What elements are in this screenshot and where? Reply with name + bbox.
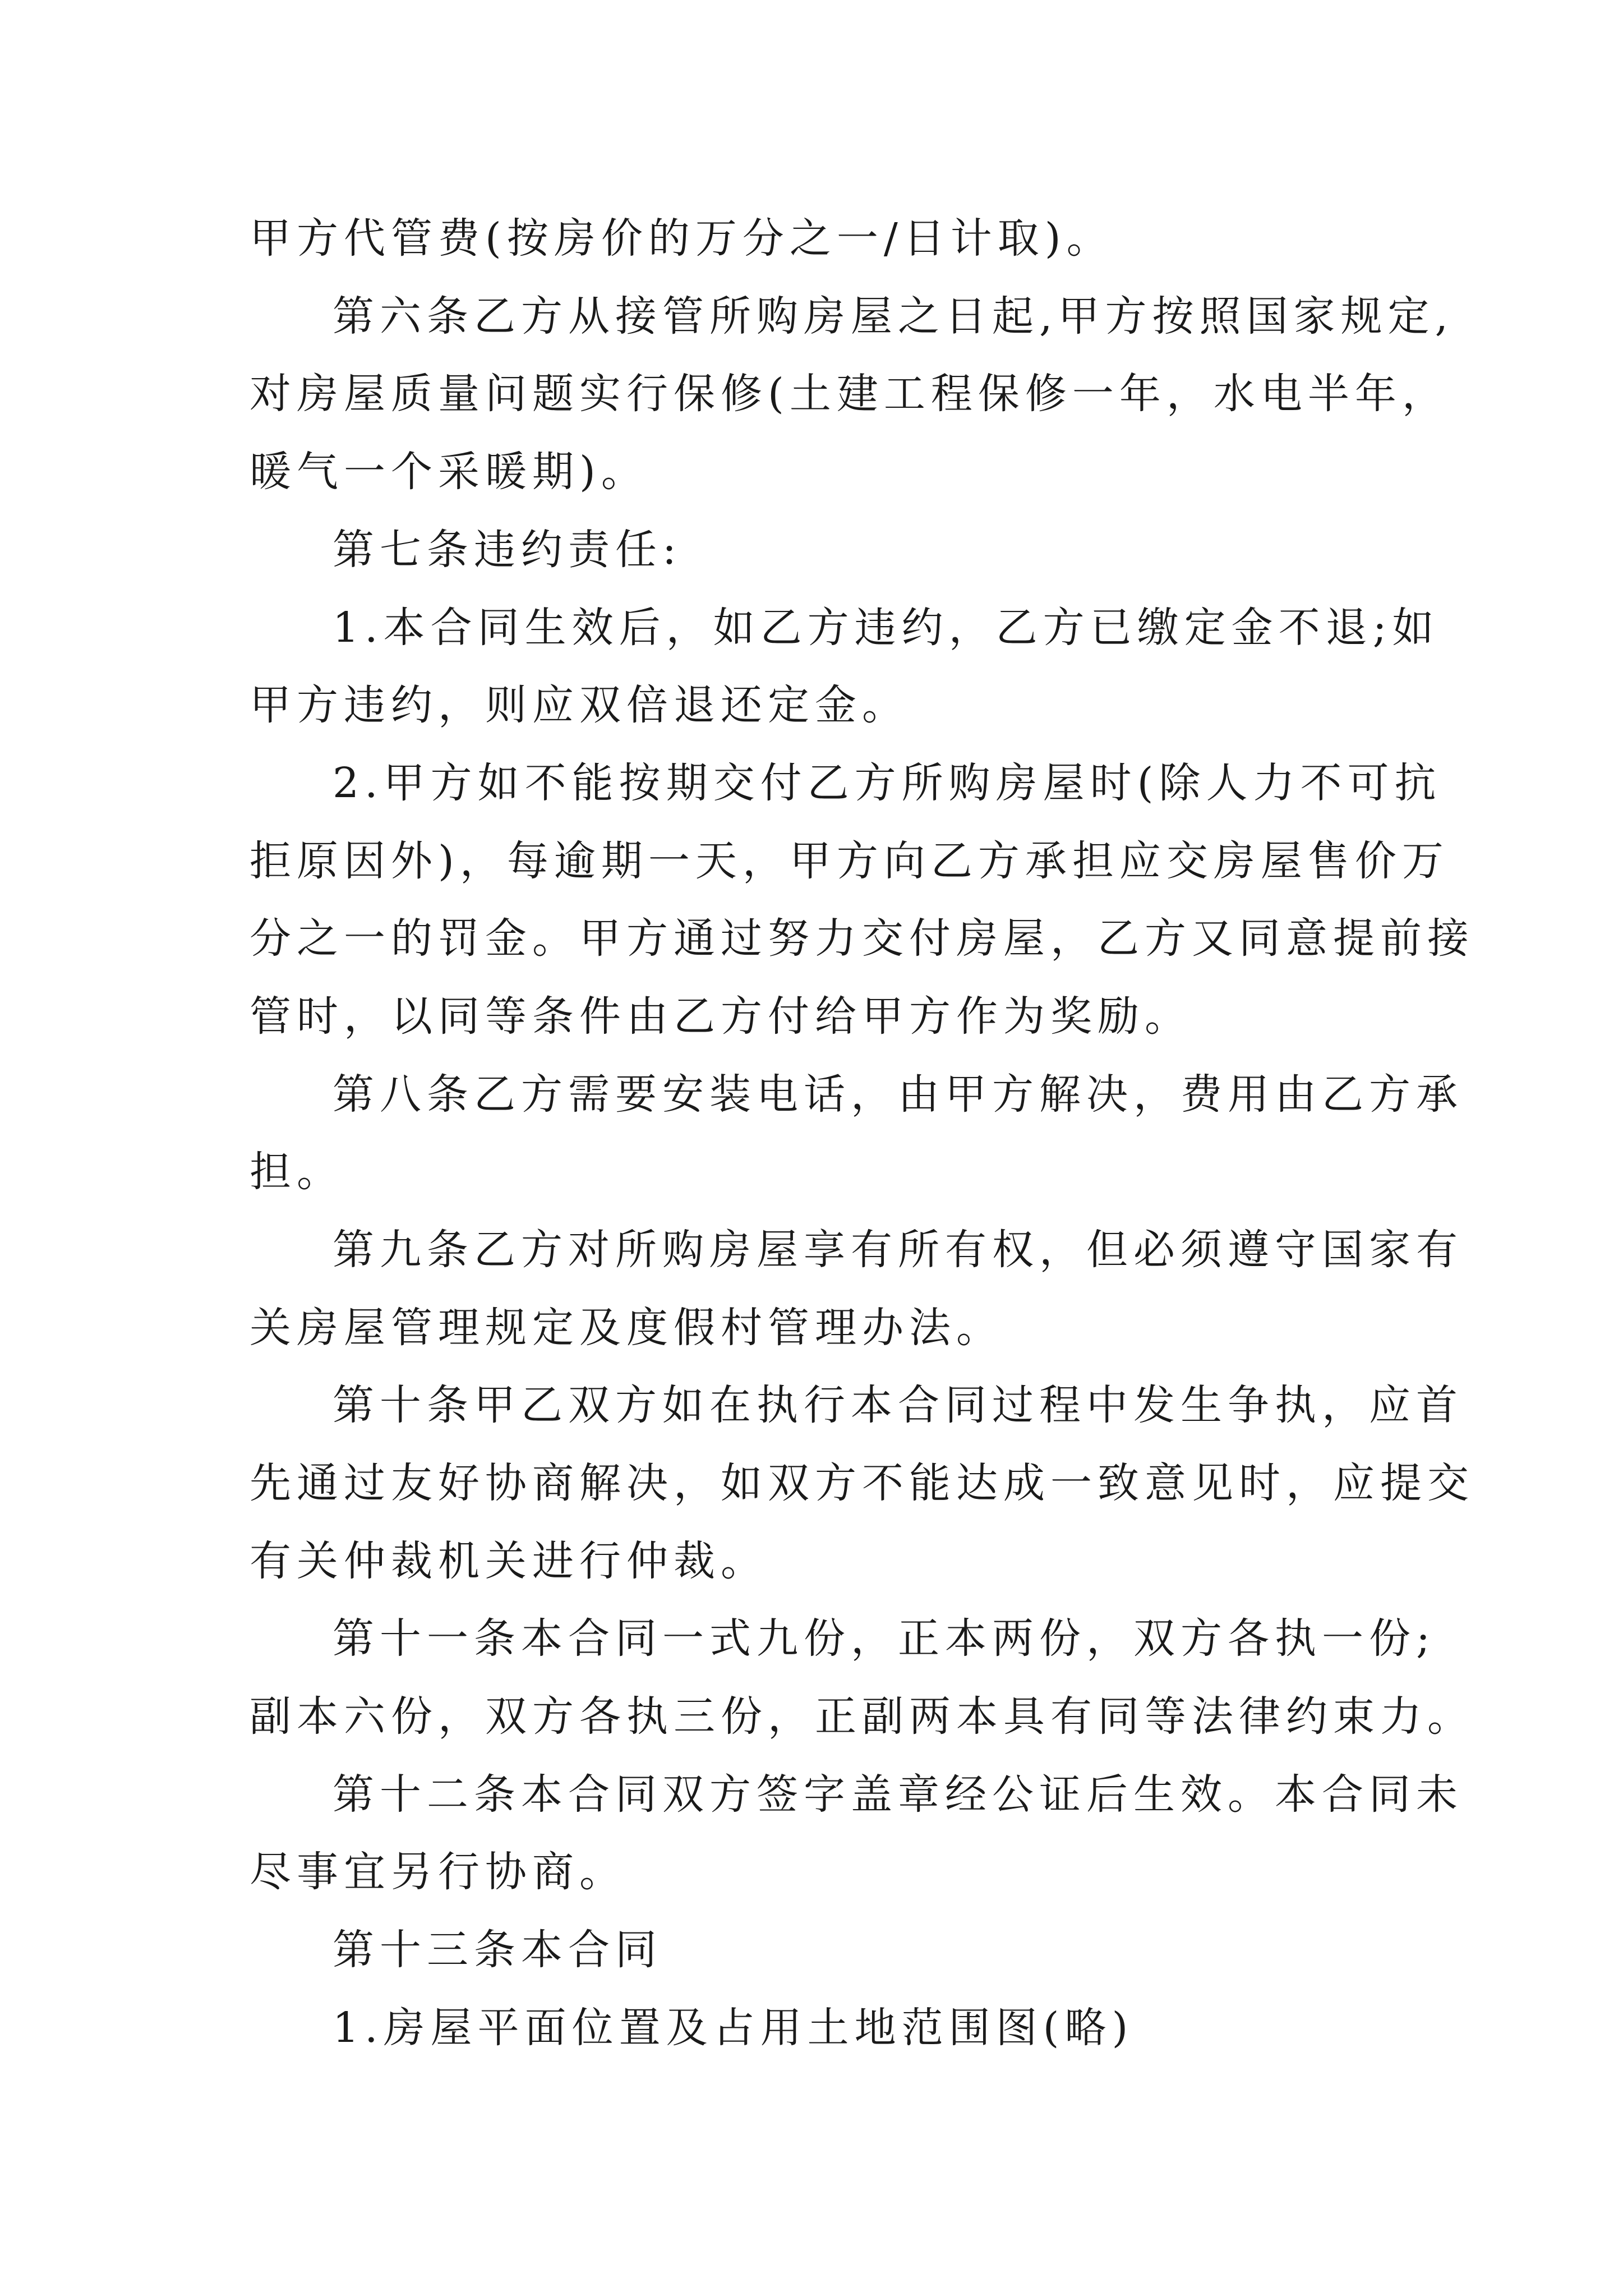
text-line: 第十二条本合同双方签字盖章经公证后生效。本合同未 bbox=[333, 1770, 1463, 1819]
text-line: 对房屋质量问题实行保修(土建工程保修一年，水电半年， bbox=[250, 370, 1449, 418]
text-line: 管时，以同等条件由乙方付给甲方作为奖励。 bbox=[250, 992, 1192, 1041]
text-line: 第九条乙方对所购房屋享有所有权，但必须遵守国家有 bbox=[333, 1226, 1463, 1274]
text-line: 第十三条本合同 bbox=[333, 1926, 662, 1974]
text-line: 副本六份，双方各执三份，正副两本具有同等法律约束力。 bbox=[250, 1692, 1474, 1741]
text-line: 甲方违约，则应双倍退还定金。 bbox=[250, 681, 909, 729]
text-line: 第八条乙方需要安装电话，由甲方解决，费用由乙方承 bbox=[333, 1070, 1463, 1119]
text-line: 尽事宜另行协商。 bbox=[250, 1848, 626, 1896]
text-line: 关房屋管理规定及度假村管理办法。 bbox=[250, 1304, 1003, 1352]
text-line: 第七条违约责任: bbox=[333, 526, 682, 574]
text-line: 分之一的罚金。甲方通过努力交付房屋，乙方又同意提前接 bbox=[250, 914, 1474, 963]
text-line: 甲方代管费(按房价的万分之一/日计取)。 bbox=[250, 214, 1114, 263]
text-line: 2.甲方如不能按期交付乙方所购房屋时(除人力不可抗 bbox=[333, 759, 1442, 807]
text-line: 先通过友好协商解决，如双方不能达成一致意见时，应提交 bbox=[250, 1459, 1474, 1507]
text-line: 担。 bbox=[250, 1148, 344, 1196]
text-line: 1.房屋平面位置及占用土地范围图(略) bbox=[333, 2004, 1134, 2052]
text-line: 1.本合同生效后，如乙方违约，乙方已缴定金不退;如 bbox=[333, 604, 1440, 652]
text-line: 暖气一个采暖期)。 bbox=[250, 448, 648, 496]
text-line: 第六条乙方从接管所购房屋之日起,甲方按照国家规定, bbox=[333, 292, 1454, 341]
text-line: 第十一条本合同一式九份，正本两份，双方各执一份; bbox=[333, 1614, 1436, 1663]
text-line: 有关仲裁机关进行仲裁。 bbox=[250, 1537, 768, 1585]
text-line: 第十条甲乙双方如在执行本合同过程中发生争执，应首 bbox=[333, 1381, 1463, 1429]
text-line: 拒原因外)，每逾期一天，甲方向乙方承担应交房屋售价万 bbox=[250, 837, 1449, 885]
